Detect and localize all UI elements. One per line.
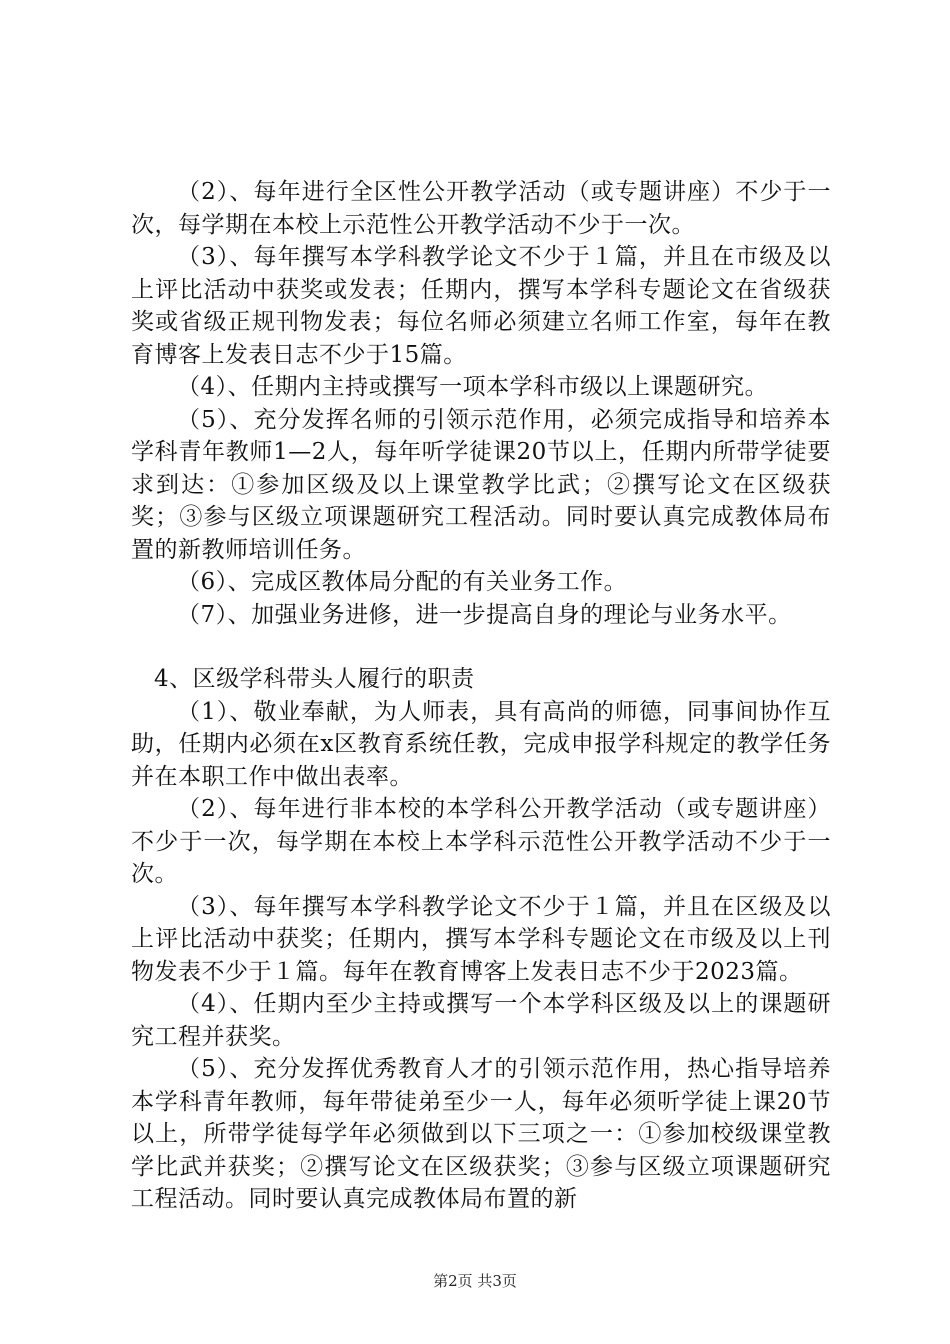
paragraph-item-2: （2）、每年进行全区性公开教学活动（或专题讲座）不少于一次，每学期在本校上示范性公开教学活动不少于一次。: [131, 179, 831, 238]
document-body: [131, 176, 831, 1216]
leader-duty-5: （5）、充分发挥优秀教育人才的引领示范作用，热心指导培养本学科青年教师，每年带徒弟至少一人，每年必须听学徒上课20节以上，所带学徒每学年必须做到以下三项之一：①参加校级课堂教学比武并获奖；②撰写论文在区级获奖；③参与区级立项课题研究工程活动。同时要认真完成教体局布置的新: [131, 1056, 831, 1212]
paragraph-item-7: （7）、加强业务进修，进一步提高自身的理论与业务水平。: [177, 601, 792, 628]
page-footer: 第2页 共3页: [433, 1272, 517, 1290]
section-heading: 4、区级学科带头人履行的职责: [154, 666, 475, 692]
leader-duty-4: （4）、任期内至少主持或撰写一个本学科区级及以上的课题研究工程并获奖。: [131, 991, 831, 1050]
paragraph-item-4: （4）、任期内主持或撰写一项本学科市级以上课题研究。: [177, 374, 769, 400]
leader-duty-2: （2）、每年进行非本校的本学科公开教学活动（或专题讲座）不少于一次，每学期在本校上本学科示范性公开教学活动不少于一次。: [131, 796, 831, 887]
leader-duty-3: （3）、每年撰写本学科教学论文不少于１篇，并且在区级及以上评比活动中获奖；任期内，撰写本学科专题论文在市级及以上刊物发表不少于１篇。每年在教育博客上发表日志不少于2023篇。: [131, 893, 831, 985]
paragraph-item-3: （3）、每年撰写本学科教学论文不少于１篇，并且在市级及以上评比活动中获奖或发表；任期内，撰写本学科专题论文在省级获奖或省级正规刊物发表；每位名师必须建立名师工作室，每年在教育博客上发表日志不少于15篇。: [131, 244, 831, 368]
paragraph-item-5: （5）、充分发挥名师的引领示范作用，必须完成指导和培养本学科青年教师1—2人，每年听学徒课20节以上，任期内所带学徒要求到达：①参加区级及以上课堂教学比武；②撰写论文在区级获奖；③参与区级立项课题研究工程活动。同时要认真完成教体局布置的新教师培训任务。: [131, 406, 831, 563]
paragraph-item-6: （6）、完成区教体局分配的有关业务工作。: [177, 569, 628, 595]
leader-duty-1: （1）、敬业奉献，为人师表，具有高尚的师德，同事间协作互助，任期内必须在x区教育系统任教，完成申报学科规定的教学任务并在本职工作中做出表率。: [131, 698, 831, 790]
